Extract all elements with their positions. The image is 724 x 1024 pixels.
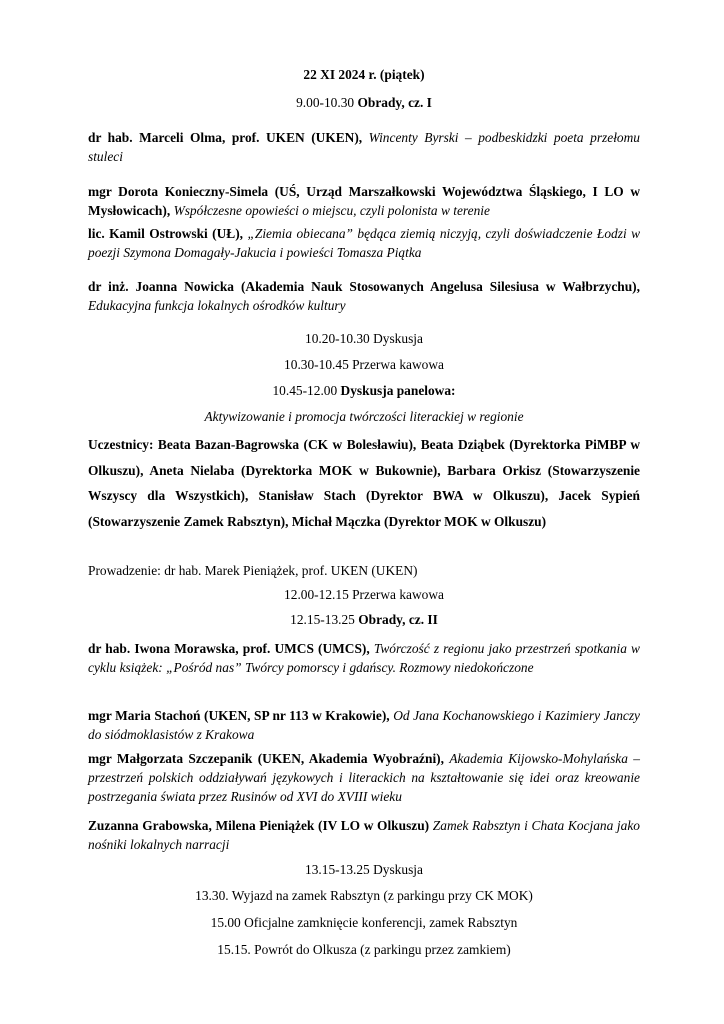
panel-heading: 10.45-12.00 Dyskusja panelowa:: [272, 383, 456, 398]
talk-5: dr hab. Iwona Morawska, prof. UMCS (UMCS), Twórczość z regionu jako przestrzeń spotkania w cyklu książek: „Pośród nas” Twórcy pomorscy i gdańscy. Rozmowy niedokończone: [88, 641, 640, 675]
official-closing: 15.00 Oficjalne zamknięcie konferencji, zamek Rabsztyn: [210, 915, 518, 930]
day-heading: 22 XI 2024 r. (piątek): [303, 67, 425, 82]
talk-4: dr inż. Joanna Nowicka (Akademia Nauk Stosowanych Angelusa Silesiusa w Wałbrzychu), Edukacyjna funkcja lokalnych ośrodków kultury: [88, 279, 640, 313]
panel-moderator: Prowadzenie: dr hab. Marek Pieniążek, prof. UKEN (UKEN): [88, 563, 418, 578]
talk-3: lic. Kamil Ostrowski (UŁ), „Ziemia obiecana” będąca ziemią niczyją, czyli doświadczenie Łodzi w poezji Szymona Domagały-Jakucia i powieści Tomasza Piątka: [88, 226, 641, 260]
discussion-2: 13.15-13.25 Dyskusja: [305, 862, 423, 877]
talk-7: mgr Małgorzata Szczepanik (UKEN, Akademia Wyobraźni), Akademia Kijowsko-Mohylańska – przestrzeń polskich oddziaływań językowych i literackich na kształtowanie się idei oraz kreowanie postrzegania świata przez Rusinów od XVI do XVIII wieku: [88, 751, 640, 804]
talk-1: dr hab. Marceli Olma, prof. UKEN (UKEN), Wincenty Byrski – podbeskidzki poeta przełomu stuleci: [88, 130, 640, 164]
session-1-heading: 9.00-10.30 Obrady, cz. I: [296, 95, 432, 110]
coffee-break-2: 12.00-12.15 Przerwa kawowa: [284, 587, 444, 602]
discussion-1: 10.20-10.30 Dyskusja: [305, 331, 423, 346]
panel-topic: Aktywizowanie i promocja twórczości literackiej w regionie: [204, 409, 524, 424]
panel-participants: Uczestnicy: Beata Bazan-Bagrowska (CK w Bolesławiu), Beata Dziąbek (Dyrektorka PiMBP w Olkuszu), Aneta Nielaba (Dyrektorka MOK w Bukownie), Barbara Orkisz (Stowarzyszenie Wszyscy dla Wszystkich), Stanisław Stach (Dyrektor BWA w Olkuszu), Jacek Sypień (Stowarzyszenie Zamek Rabsztyn), Michał Mączka (Dyrektor MOK w Olkuszu): [88, 437, 640, 529]
return-item: 15.15. Powrót do Olkusza (z parkingu przez zamkiem): [217, 942, 511, 957]
session-2-heading: 12.15-13.25 Obrady, cz. II: [290, 612, 438, 627]
talk-6: mgr Maria Stachoń (UKEN, SP nr 113 w Krakowie), Od Jana Kochanowskiego i Kazimiery Janczy do siódmoklasistów z Krakowa: [88, 708, 640, 742]
coffee-break-1: 10.30-10.45 Przerwa kawowa: [284, 357, 444, 372]
departure-item: 13.30. Wyjazd na zamek Rabsztyn (z parkingu przy CK MOK): [195, 888, 533, 903]
talk-8: Zuzanna Grabowska, Milena Pieniążek (IV LO w Olkuszu) Zamek Rabsztyn i Chata Kocjana jako nośniki lokalnych narracji: [88, 818, 640, 852]
talk-2: mgr Dorota Konieczny-Simela (UŚ, Urząd Marszałkowski Województwa Śląskiego, I LO w Mysłowicach), Współczesne opowieści o miejscu, czyli polonista w terenie: [88, 184, 640, 218]
